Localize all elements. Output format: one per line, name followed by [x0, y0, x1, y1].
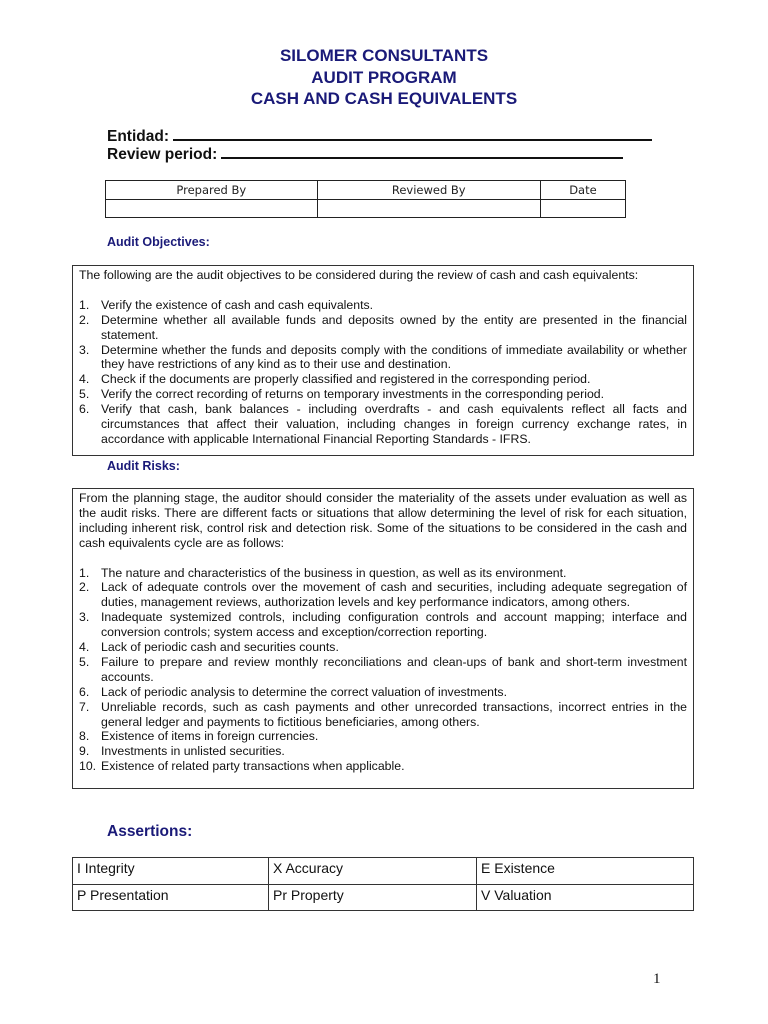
review-period-field — [107, 145, 623, 164]
review-period-blank-line[interactable] — [221, 145, 623, 159]
assertions-table — [72, 857, 694, 911]
reviewed-by-cell[interactable] — [317, 200, 540, 218]
list-item — [79, 655, 687, 685]
list-item-number: 1. — [79, 565, 90, 580]
entity-blank-line[interactable] — [173, 127, 652, 141]
risks-list — [79, 566, 687, 775]
program-subject: CASH AND CASH EQUIVALENTS — [250, 89, 518, 108]
list-item-text: Investments in unlisted securities. — [101, 744, 285, 759]
list-item — [79, 402, 687, 447]
list-item-text: Verify the correct recording of returns on temporary investments in the corresponding period. — [101, 387, 605, 402]
program-name: AUDIT PROGRAM — [311, 67, 457, 87]
list-item — [79, 729, 687, 744]
prepared-by-cell[interactable] — [106, 200, 318, 218]
list-item — [79, 372, 687, 387]
list-item-text: Lack of adequate controls over the movement of cash and securities, including adequate segregation of duties, management reviews, authorization levels and key performance indicators, among others. — [101, 580, 687, 610]
list-item-text: Verify that cash, bank balances - including overdrafts - and cash equivalents reflect all facts and circumstances that affect their valuation, including changes in foreign currency exchange rates, in accordance with applicable International Financial Reporting Standards - IFRS. — [101, 402, 687, 446]
risks-heading: Audit Risks: — [107, 459, 180, 473]
date-cell[interactable] — [540, 200, 625, 218]
list-item-text: Failure to prepare and review monthly reconciliations and clean-ups of bank and short-term investment accounts. — [101, 654, 687, 684]
prepared-by-header: Prepared By — [106, 181, 318, 200]
signoff-table — [105, 180, 626, 218]
list-item-number: 7. — [79, 699, 90, 714]
list-item-text: Existence of related party transactions when applicable. — [101, 759, 405, 774]
list-item — [79, 610, 687, 640]
list-item-text: Lack of periodic analysis to determine the correct valuation of investments. — [101, 684, 508, 699]
list-item — [79, 313, 687, 343]
list-item-number: 1. — [79, 297, 90, 312]
list-item-number: 4. — [79, 640, 90, 655]
entity-field — [107, 127, 652, 146]
objectives-list — [79, 298, 687, 447]
assertion-cell: X Accuracy — [269, 858, 477, 885]
risks-box — [72, 488, 694, 789]
assertion-cell: I Integrity — [73, 858, 269, 885]
assertion-cell: V Valuation — [477, 884, 694, 911]
entity-label: Entidad: — [107, 128, 169, 145]
risks-intro: From the planning stage, the auditor should consider the materiality of the assets under evaluation as well as the audit risks. There are different facts or situations that allow determining the level of risk for each situation, including inherent risk, control risk and detection risk. Some of the situations to be considered in the cash and cash equivalents cycle are as follows: — [79, 491, 687, 550]
objectives-intro: The following are the audit objectives to be considered during the review of cash and cash equivalents: — [79, 268, 639, 282]
list-item-number: 6. — [79, 402, 90, 417]
assertion-cell: Pr Property — [269, 884, 477, 911]
list-item-number: 9. — [79, 744, 90, 759]
list-item-number: 4. — [79, 372, 90, 387]
list-item-number: 5. — [79, 387, 90, 402]
list-item-number: 5. — [79, 654, 90, 669]
list-item-text: Determine whether the funds and deposits comply with the conditions of immediate availability or whether they have restrictions of any kind as to their use and destination. — [101, 342, 687, 372]
list-item-number: 3. — [79, 342, 90, 357]
list-item-text: Unreliable records, such as cash payments and other unrecorded transactions, incorrect entries in the general ledger and payments to fictitious beneficiaries, among others. — [101, 699, 687, 729]
list-item — [79, 387, 687, 402]
list-item — [79, 685, 687, 700]
list-item-text: Inadequate systemized controls, including configuration controls and account mapping; interface and conversion controls; system access and exception/correction reporting. — [101, 610, 687, 640]
list-item — [79, 759, 687, 774]
list-item — [79, 580, 687, 610]
objectives-heading: Audit Objectives: — [107, 235, 210, 249]
list-item-text: Verify the existence of cash and cash equivalents. — [101, 297, 374, 312]
list-item — [79, 298, 687, 313]
assertion-cell: P Presentation — [73, 884, 269, 911]
list-item-number: 10. — [79, 759, 97, 774]
date-header: Date — [540, 181, 625, 200]
list-item-number: 2. — [79, 580, 90, 595]
list-item — [79, 640, 687, 655]
list-item-number: 6. — [79, 684, 90, 699]
list-item-number: 2. — [79, 312, 90, 327]
list-item — [79, 566, 687, 581]
assertion-cell: E Existence — [477, 858, 694, 885]
list-item-number: 3. — [79, 610, 90, 625]
list-item-text: Determine whether all available funds and deposits owned by the entity are presented in the financial statement. — [101, 312, 687, 342]
page-number: 1 — [653, 971, 661, 987]
list-item-number: 8. — [79, 729, 90, 744]
list-item-text: Existence of items in foreign currencies. — [101, 729, 319, 744]
assertions-heading: Assertions: — [107, 823, 193, 840]
company-name: SILOMER CONSULTANTS — [279, 46, 489, 65]
document-title — [0, 45, 768, 110]
list-item-text: Check if the documents are properly classified and registered in the corresponding period. — [101, 372, 591, 387]
review-period-label: Review period: — [107, 146, 218, 163]
list-item — [79, 744, 687, 759]
list-item — [79, 343, 687, 373]
list-item-text: Lack of periodic cash and securities counts. — [101, 640, 339, 655]
list-item — [79, 700, 687, 730]
list-item-text: The nature and characteristics of the business in question, as well as its environment. — [101, 565, 567, 580]
objectives-box — [72, 265, 694, 456]
reviewed-by-header: Reviewed By — [317, 181, 540, 200]
